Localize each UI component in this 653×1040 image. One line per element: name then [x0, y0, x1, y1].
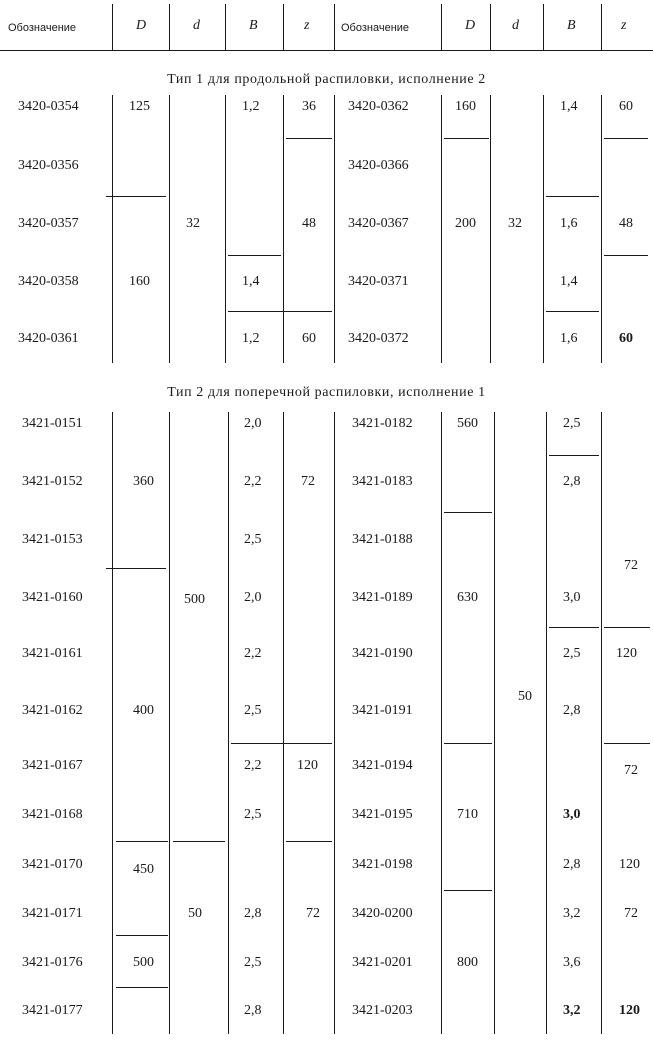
header-z-right: z: [621, 18, 627, 33]
column-divider: [283, 412, 284, 1034]
column-divider: [334, 412, 335, 1034]
table-cell-B: 2,5: [563, 416, 581, 431]
header-divider: [169, 4, 170, 50]
table-cell-code: 3421-0167: [22, 758, 83, 773]
row-rule: [444, 512, 492, 513]
table-cell-z: 36: [302, 99, 316, 114]
table-cell-code: 3420-0372: [348, 331, 409, 346]
row-rule: [116, 841, 168, 842]
table-cell-B: 1,6: [560, 331, 578, 346]
table-cell-B: 2,8: [244, 1003, 262, 1018]
table-cell-B: 2,0: [244, 416, 262, 431]
header-divider: [441, 4, 442, 50]
table-cell-code: 3420-0366: [348, 158, 409, 173]
table-cell-z: 72: [624, 906, 638, 921]
table-cell-code: 3421-0151: [22, 416, 83, 431]
row-rule: [604, 138, 648, 139]
table-cell-B: 2,5: [563, 646, 581, 661]
table-cell-code: 3421-0153: [22, 532, 83, 547]
row-rule: [546, 196, 599, 197]
header-z-left: z: [304, 18, 310, 33]
row-rule: [231, 743, 332, 744]
table-cell-d: 32: [186, 216, 200, 231]
table-cell-code: 3420-0371: [348, 274, 409, 289]
table-cell-z: 60: [619, 331, 633, 346]
table-cell-z: 72: [301, 474, 315, 489]
table-cell-d: 50: [188, 906, 202, 921]
table-cell-code: 3420-0357: [18, 216, 79, 231]
table-cell-code: 3421-0182: [352, 416, 413, 431]
table-cell-code: 3420-0358: [18, 274, 79, 289]
row-rule: [444, 890, 492, 891]
table-cell-D: 160: [455, 99, 476, 114]
table-cell-B: 2,5: [244, 703, 262, 718]
table-cell-z: 72: [624, 558, 638, 573]
row-rule: [228, 255, 281, 256]
column-divider: [441, 95, 442, 363]
table-cell-D: 560: [457, 416, 478, 431]
table-cell-B: 1,4: [242, 274, 260, 289]
row-rule: [549, 627, 599, 628]
table-cell-B: 2,2: [244, 474, 262, 489]
table-cell-code: 3421-0177: [22, 1003, 83, 1018]
row-rule: [106, 196, 166, 197]
table-cell-D: 400: [133, 703, 154, 718]
table-cell-B: 2,8: [563, 703, 581, 718]
table-cell-B: 1,2: [242, 331, 260, 346]
table-cell-D: 500: [133, 955, 154, 970]
row-rule: [116, 935, 168, 936]
table-cell-D: 710: [457, 807, 478, 822]
column-divider: [601, 95, 602, 363]
table-cell-B: 2,5: [244, 532, 262, 547]
column-divider: [334, 95, 335, 363]
table-cell-d: 500: [184, 592, 205, 607]
table-cell-z: 60: [302, 331, 316, 346]
column-divider: [225, 95, 226, 363]
header-B-right: B: [567, 18, 576, 33]
row-rule: [546, 311, 599, 312]
table-cell-z: 48: [619, 216, 633, 231]
header-divider: [490, 4, 491, 50]
header-divider: [543, 4, 544, 50]
column-divider: [112, 95, 113, 363]
table-cell-code: 3421-0162: [22, 703, 83, 718]
table-cell-B: 2,5: [244, 955, 262, 970]
table-cell-code: 3421-0160: [22, 590, 83, 605]
table-cell-code: 3421-0194: [352, 758, 413, 773]
table-cell-code: 3421-0195: [352, 807, 413, 822]
header-divider: [601, 4, 602, 50]
table-cell-code: 3421-0168: [22, 807, 83, 822]
table-cell-B: 3,2: [563, 906, 581, 921]
table-cell-code: 3420-0361: [18, 331, 79, 346]
table-cell-code: 3421-0176: [22, 955, 83, 970]
header-B-left: B: [249, 18, 258, 33]
table-cell-D: 160: [129, 274, 150, 289]
column-divider: [546, 412, 547, 1034]
column-divider: [441, 412, 442, 1034]
table-cell-B: 1,2: [242, 99, 260, 114]
table-cell-B: 2,2: [244, 646, 262, 661]
column-divider: [543, 95, 544, 363]
row-rule: [604, 743, 650, 744]
table-cell-code: 3420-0367: [348, 216, 409, 231]
header-rule: [0, 50, 653, 51]
table-cell-D: 630: [457, 590, 478, 605]
table-cell-code: 3421-0171: [22, 906, 83, 921]
header-divider: [283, 4, 284, 50]
table-cell-code: 3421-0191: [352, 703, 413, 718]
table-cell-code: 3421-0161: [22, 646, 83, 661]
row-rule: [286, 138, 332, 139]
table-cell-D: 800: [457, 955, 478, 970]
row-rule: [106, 568, 166, 569]
table-cell-code: 3421-0198: [352, 857, 413, 872]
table-cell-code: 3421-0188: [352, 532, 413, 547]
table-cell-d: 32: [508, 216, 522, 231]
table-cell-code: 3421-0152: [22, 474, 83, 489]
table-cell-z: 120: [616, 646, 637, 661]
header-d-left: d: [193, 18, 200, 33]
table-cell-code: 3421-0183: [352, 474, 413, 489]
column-divider: [169, 412, 170, 1034]
table-cell-code: 3421-0189: [352, 590, 413, 605]
table-cell-B: 1,4: [560, 274, 578, 289]
header-divider: [225, 4, 226, 50]
table-cell-B: 1,6: [560, 216, 578, 231]
column-divider: [112, 412, 113, 1034]
row-rule: [549, 455, 599, 456]
row-rule: [604, 255, 648, 256]
table-cell-code: 3421-0170: [22, 857, 83, 872]
table-cell-z: 120: [619, 1003, 640, 1018]
table-cell-B: 3,2: [563, 1003, 581, 1018]
table-cell-B: 3,6: [563, 955, 581, 970]
table-cell-z: 48: [302, 216, 316, 231]
table-cell-z: 120: [619, 857, 640, 872]
table-cell-z: 60: [619, 99, 633, 114]
header-designation-left: Обозначение: [8, 22, 77, 34]
section-2-title: Тип 2 для поперечной распиловки, исполнение 1: [167, 385, 486, 400]
table-cell-D: 125: [129, 99, 150, 114]
table-cell-z: 72: [306, 906, 320, 921]
table-cell-code: 3420-0356: [18, 158, 79, 173]
table-cell-B: 3,0: [563, 807, 581, 822]
column-divider: [228, 412, 229, 1034]
table-cell-B: 2,8: [563, 857, 581, 872]
row-rule: [116, 987, 168, 988]
table-cell-z: 120: [297, 758, 318, 773]
table-cell-code: 3420-0200: [352, 906, 413, 921]
header-designation-right: Обозначение: [341, 22, 410, 34]
table-cell-d: 50: [518, 689, 532, 704]
row-rule: [444, 743, 492, 744]
table-cell-D: 450: [133, 862, 154, 877]
table-cell-code: 3421-0201: [352, 955, 413, 970]
table-cell-B: 2,8: [244, 906, 262, 921]
table-cell-D: 360: [133, 474, 154, 489]
header-divider: [334, 4, 335, 50]
header-divider: [112, 4, 113, 50]
table-cell-B: 2,8: [563, 474, 581, 489]
table-cell-code: 3421-0203: [352, 1003, 413, 1018]
column-divider: [490, 95, 491, 363]
table-cell-B: 2,0: [244, 590, 262, 605]
row-rule: [173, 841, 225, 842]
table-cell-B: 2,5: [244, 807, 262, 822]
column-divider: [283, 95, 284, 363]
column-divider: [494, 412, 495, 1034]
header-D-right: D: [465, 18, 476, 33]
row-rule: [604, 627, 650, 628]
table-cell-code: 3420-0362: [348, 99, 409, 114]
table-cell-B: 1,4: [560, 99, 578, 114]
table-cell-code: 3421-0190: [352, 646, 413, 661]
header-D-left: D: [136, 18, 147, 33]
table-cell-B: 3,0: [563, 590, 581, 605]
table-cell-B: 2,2: [244, 758, 262, 773]
table-cell-code: 3420-0354: [18, 99, 79, 114]
column-divider: [169, 95, 170, 363]
table-cell-D: 200: [455, 216, 476, 231]
header-d-right: d: [512, 18, 519, 33]
row-rule: [228, 311, 332, 312]
row-rule: [444, 138, 489, 139]
row-rule: [286, 841, 332, 842]
table-cell-z: 72: [624, 763, 638, 778]
column-divider: [601, 412, 602, 1034]
section-1-title: Тип 1 для продольной распиловки, исполнение 2: [167, 72, 486, 87]
